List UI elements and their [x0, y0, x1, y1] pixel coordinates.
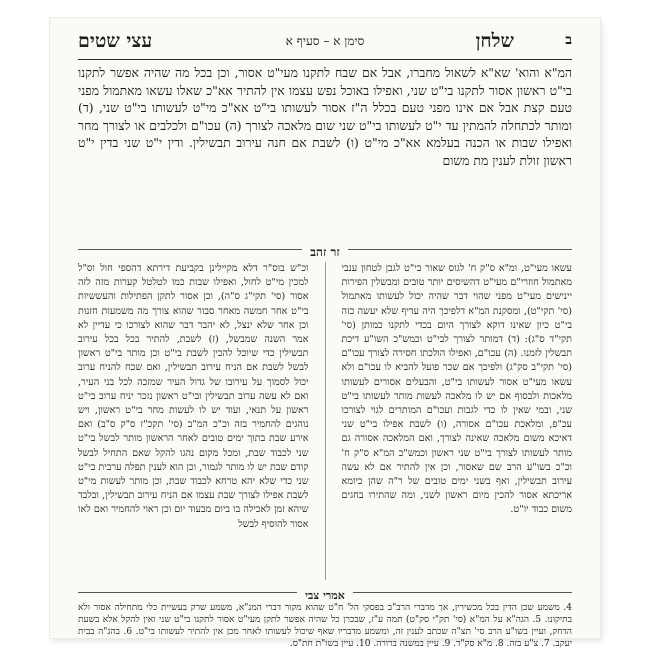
document-page: [50, 18, 600, 649]
section-reference: סימן א – סעיף א: [285, 34, 365, 48]
notes-title: אמרי צבי: [297, 589, 353, 602]
main-text-block: [78, 64, 572, 170]
commentary-column-right: [342, 262, 573, 580]
page-number: ב: [565, 32, 572, 48]
book-title: עצי שטים: [78, 30, 153, 52]
commentary-title: זר זהב: [302, 245, 347, 259]
page-header: [78, 30, 572, 56]
main-text: המ"א והוא' שא"א לשאול מחברו, אבל אם שבח לתקנו מעי"ט אסור, וכן בכל מה שהיה אפשר לתקנו בי"ט ראשון אסור לתקנו בי"ט שני, ואפילו באוכל נפש עצמו אין להתיר אא"כ שאלו עשאו מאתמול מפני טעם קצת אבל אם אינו מפני טעם בכלל ה"ז אסור לעשותו בי"ט אא"כ מי"ט לעשותו בי"ט שני, (ד) ומותר לכתחלה להמתין עד י"ט לעשותו בי"ט שני שום מלאכה לצורך (ה) עכו"ם ולכלבים או לצורך מחר ואפילו שבות או הכנה בעלמא אא"כ מי"ט (ו) לשבת אם חנה עירוב תבשילין. ודין י"ט שני בדין י"ט ראשון זולת לענין מת משום: [78, 65, 572, 168]
commentary-divider: [78, 243, 572, 259]
commentary-title-wrap: [78, 241, 572, 260]
running-title: שלחן: [475, 30, 514, 52]
commentary-text-right: עשאו מעי"ט, ומ"א ס"ק ח' לגוס שאור בי"ט לגבן לטחון ענבי מאתמול חוזרי"ם מעי"ט דהשיסים יותר טובים ומבשלין הפירות יינישים מעי"ט מפני שהוי דבר שהיה יכול לעשותו מאתמול (סי' תקי"ט), ומסקנת המ"א דלפיכך היה עדיף שלא יעשה כזה בי"ט כיון שאינו דוקא לצורך היום בכדי לתקנו כמותן (סי' תקי"ד ס"ג): (ד) דמותר לצורך לבי"ט וכמש"כ השו"ע דיכת תבשלין לזמנו. (ה) עכו"ם, ואפילו הולכתו חסירה לצורך עכו"ם (סי' תקי"ב סק"ג) ולפיכך אם שכר פועל להביא לו עכו"ם ולא עשאו מעי"ט אסור לעשותו בי"ט, והבעלים אסורים לעשותו מלאכות ולבסוף אם יש לו מלאכה לעשות מותר לעשותו בי"ט שני, ובמי שאין לו כדי לגבות ועכו"ם המותרים לגוי לצורכו עכ"פ, ומלאכת עכו"ם אסורה, (ו) לשבת אפילו בי"ט שני דאיכא משום מלאכה שאינה לצורך, ואם המלאכה אסורה גם מותר לעשותו לצורך בי"ט שני ראשון וכמש"כ המ"א ס"ק ח' וכ"כ בשו"ע הרב שם שאסור, וכן אין להתיר אם לא עשה עירוב תבשילין, ואף בשני ימים טובים של ר"ה שהן כיומא אריכתא אסור להכין מיום ראשון לשני, ומה שהתירו בחגים משום כבוד יו"ט.: [341, 263, 572, 516]
header-rule: [78, 59, 572, 60]
commentary-text-left: וכ"ש בוס"ר דלא מקיילינן בקביעת דירתא דהספי חול וס"ל למכין מי"ט לחול, ואפילו שבות כמו לטלטל קערות מזה לזה אסור (סי' תקי"ג ס"ה), וכן אסור לתקן הפתילות והעששיות בי"ט אחר חמשה מאחר סבור שהוא צורך מה משמעות חזנות וכן אחר שלא ינצל, לא יהבר דבר שהוא לצורכו כי עדיין לא אמר השנה שמבשל, (ז) לשבת, להתיר בכל בכל עירוב תבשילין כדי שיוכל להכין לשבת בי"ט וכן מותר בי"ט ראשון לבשל לשבת אם הניח עירוב תבשילין, ואם שכח להניח ערוב יכול לסמוך על עירובו של גדול העיר שמזכה לכל בני העיר, ואם לא עשה ערוב תבשילין ובי"ט ראשון נזכר יניח ערוב בי"ט ראשון על תנאי, ועוד יש לו לעשות מחר בי"ט ראשון, ויש נוהגים להחמיר בזה וכ"כ המ"ב (סי' תקכ"ז ס"ק ס"ב) ואם אירע שבת בתוך ימים טובים לאחר הראשון מותר לבשל בי"ט שני לכבוד שבת, ומכל מקום נהגו להקל שאם התחיל לבשל קודם שבת יש לו מותר לגמור, וכן הוא לענין תפלה ערבית בי"ט שני כדי שלא יהא טרחא לכבוד שבת, וכן מותר לעשות מי"ט לשבת אפילו לצורך שבת עצמו אם הניח עירוב תבשילין, ובלבד שיהא זמן לאכילה בו ביום מבעוד יום וכן ראוי להחמיר ואם לאו אסור להוסיף לבשל: [78, 263, 309, 530]
commentary-column-left: [78, 262, 309, 580]
footnotes-block: [78, 602, 572, 649]
notes-divider: [78, 586, 572, 602]
column-separator: [325, 262, 326, 580]
notes-title-wrap: [78, 584, 572, 603]
footnotes-text: 4. משמע שכן הדין בכל מכשירין, אך מדברי הרב"ב בפסקי הל' ח"ט שהוא מקור דברי המנ"א, משמע שרק בעשיית כלי מתחילה אסור ולא בתיקונו. 5. הגה"א על המ"א (סי' תק"י סק"ט) תמה ע"ז, שבכרן כל שהיה אפשר לתקן מעי"ט אסור לתקנו בי"ט שני ואין להקל אלא בשעת הדחק, ועיין בשו"ע הרב סי' תצ"ה שכתב לענין זה, ומשמע מדבריו שאף שיכול לעשותו לאחר מכן אין להתיר לעשותו בי"ט. 6. בהג"ה בבית יעקב. 7. צ"ע בזה. 8. מ"א סק"ד. 9. עיין במשנה ברורה. 10. עיין בשו"ת חת"ס.: [78, 603, 572, 649]
commentary-columns: [78, 262, 572, 580]
